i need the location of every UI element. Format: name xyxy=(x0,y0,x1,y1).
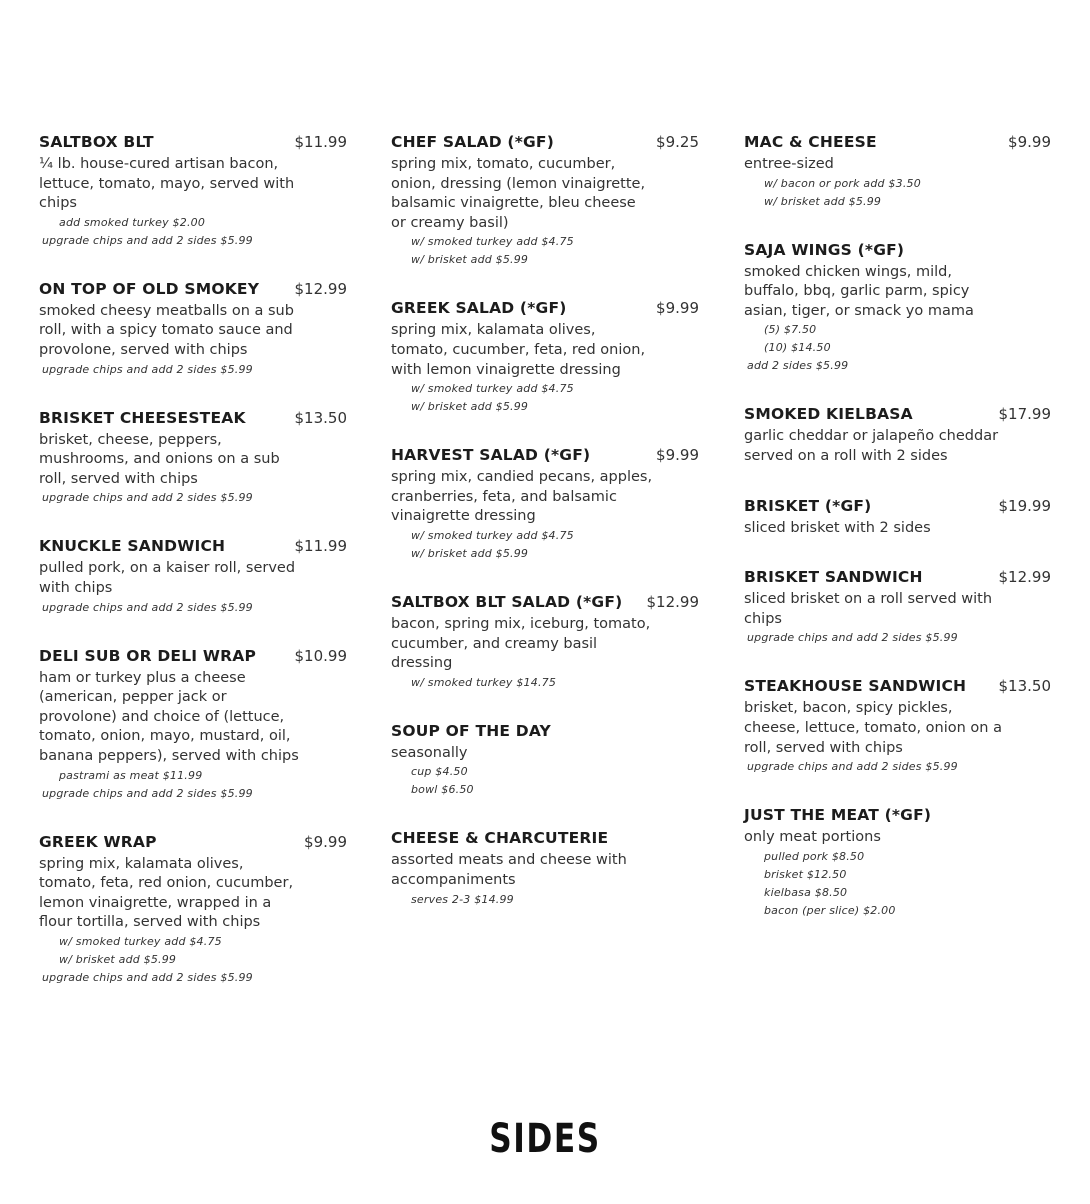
menu-item-option: serves 2-3 $14.99 xyxy=(411,892,514,906)
menu-item-option: w/ brisket add $5.99 xyxy=(411,546,529,560)
menu-item-header xyxy=(39,133,347,151)
menu-item-option: w/ smoked turkey add $4.75 xyxy=(411,528,574,542)
menu-item-price: $11.99 xyxy=(294,537,347,556)
menu-item-name: STEAKHOUSE SANDWICH xyxy=(744,677,967,696)
menu-item-price: $11.99 xyxy=(294,133,347,151)
menu-item xyxy=(391,829,699,908)
menu-item-price: $9.99 xyxy=(656,299,699,318)
menu-item-name: GREEK SALAD (*GF) xyxy=(391,299,567,318)
menu-item-option: bowl $6.50 xyxy=(411,783,474,797)
menu-item-option: add 2 sides $5.99 xyxy=(747,359,849,373)
menu-item-option: (5) $7.50 xyxy=(764,323,817,337)
menu-item-option: w/ brisket add $5.99 xyxy=(411,400,529,414)
menu-item-option: w/ brisket add $5.99 xyxy=(411,253,529,267)
menu-column-3 xyxy=(744,133,1051,950)
menu-item-option: w/ brisket add $5.99 xyxy=(59,952,177,966)
menu-item-price: $13.50 xyxy=(998,677,1051,696)
menu-column-2 xyxy=(391,133,699,939)
menu-item-name: DELI SUB OR DELI WRAP xyxy=(39,646,257,665)
menu-item-option: upgrade chips and add 2 sides $5.99 xyxy=(42,491,253,505)
menu-item-option: (10) $14.50 xyxy=(764,341,831,355)
menu-item-option: w/ bacon or pork add $3.50 xyxy=(764,176,921,190)
menu-item-description: ham or turkey plus a cheese (american, pepper jack or provolone) and choice of (lettuce, tomato, onion, mayo, mustard, oil, banana peppers), served with chips xyxy=(39,669,299,764)
menu-item-name: ON TOP OF OLD SMOKEY xyxy=(39,279,260,298)
menu-item-description: spring mix, candied pecans, apples, cranberries, feta, and balsamic vinaigrette dressing xyxy=(391,469,653,525)
menu-item-option: upgrade chips and add 2 sides $5.99 xyxy=(42,600,253,614)
menu-item xyxy=(391,722,699,800)
menu-item xyxy=(39,647,347,803)
menu-item-header xyxy=(39,833,347,851)
menu-item-description: pulled pork, on a kaiser roll, served with chips xyxy=(39,560,296,596)
menu-item-description: ¼ lb. house-cured artisan bacon, lettuce, tomato, mayo, served with chips xyxy=(39,156,295,212)
menu-item-option: w/ smoked turkey $14.75 xyxy=(411,675,557,689)
menu-item-option: upgrade chips and add 2 sides $5.99 xyxy=(42,786,253,800)
menu-item-description: spring mix, kalamata olives, tomato, cucumber, feta, red onion, with lemon vinaigrette dressing xyxy=(391,322,646,378)
menu-item-description: only meat portions xyxy=(744,829,881,846)
menu-item xyxy=(39,280,347,379)
menu-item-price: $13.50 xyxy=(294,408,347,427)
menu-item-name: SAJA WINGS (*GF) xyxy=(744,240,905,259)
menu-item-price: $12.99 xyxy=(646,592,699,611)
menu-item-name: BRISKET (*GF) xyxy=(744,496,872,515)
menu-item-option: pastrami as meat $11.99 xyxy=(59,768,203,782)
menu-item-description: sliced brisket on a roll served with chips xyxy=(744,591,993,627)
menu-item-description: spring mix, tomato, cucumber, onion, dressing (lemon vinaigrette, balsamic vinaigrette, bleu cheese or creamy basil) xyxy=(391,156,646,231)
menu-item xyxy=(391,133,699,269)
menu-column-1 xyxy=(39,133,347,1017)
menu-item-option: pulled pork $8.50 xyxy=(764,849,865,863)
menu-item-header xyxy=(391,133,699,151)
menu-item-name: GREEK WRAP xyxy=(39,832,157,851)
menu-item-price: $9.99 xyxy=(304,832,347,851)
menu-item-description: brisket, cheese, peppers, mushrooms, and onions on a sub roll, served with chips xyxy=(39,431,280,487)
menu-item-option: upgrade chips and add 2 sides $5.99 xyxy=(42,362,253,376)
menu-item-option: upgrade chips and add 2 sides $5.99 xyxy=(42,233,253,247)
menu-item xyxy=(391,593,699,692)
menu-item xyxy=(744,568,1051,647)
menu-item-description: spring mix, kalamata olives, tomato, feta, red onion, cucumber, lemon vinaigrette, wrapped in a flour tortilla, served with chips xyxy=(39,855,294,931)
menu-item-name: BRISKET SANDWICH xyxy=(744,568,923,587)
menu-item-header xyxy=(391,446,699,464)
menu-item-price: $12.99 xyxy=(294,279,347,298)
menu-item-header xyxy=(391,299,699,317)
menu-item-header xyxy=(744,677,1051,695)
menu-item-price: $9.99 xyxy=(1008,133,1051,151)
menu-item-name: JUST THE MEAT (*GF) xyxy=(744,806,932,825)
menu-item-header xyxy=(744,241,1051,259)
menu-item-name: CHEF SALAD (*GF) xyxy=(391,133,554,151)
menu-item-header xyxy=(391,593,699,611)
menu-item xyxy=(39,133,347,250)
menu-item-name: SOUP OF THE DAY xyxy=(391,721,551,740)
menu-item-description: assorted meats and cheese with accompaniments xyxy=(391,852,627,888)
menu-item-option: brisket $12.50 xyxy=(764,867,847,881)
menu-item xyxy=(744,806,1051,920)
menu-item-name: HARVEST SALAD (*GF) xyxy=(391,446,591,465)
menu-item-price: $12.99 xyxy=(998,568,1051,587)
menu-item xyxy=(391,299,699,416)
menu-item-header xyxy=(39,647,347,665)
menu-item-header xyxy=(39,537,347,555)
menu-item-header xyxy=(744,405,1051,423)
menu-item-header xyxy=(744,806,1051,824)
menu-item-price: $9.25 xyxy=(656,133,699,151)
menu-item xyxy=(744,677,1051,776)
menu-item-name: SALTBOX BLT xyxy=(39,133,154,151)
menu-item-name: SALTBOX BLT SALAD (*GF) xyxy=(391,592,623,611)
menu-item xyxy=(744,133,1051,211)
menu-item-option: cup $4.50 xyxy=(411,765,468,779)
menu-item xyxy=(39,833,347,987)
menu-item-description: bacon, spring mix, iceburg, tomato, cucumber, and creamy basil dressing xyxy=(391,615,651,672)
menu-item-option: upgrade chips and add 2 sides $5.99 xyxy=(747,631,958,645)
menu-item-name: KNUCKLE SANDWICH xyxy=(39,537,226,556)
menu-item-description: sliced brisket with 2 sides xyxy=(744,519,931,536)
menu-item-header xyxy=(39,409,347,427)
menu-item-header xyxy=(39,280,347,298)
menu-item-option: w/ smoked turkey add $4.75 xyxy=(411,382,574,396)
menu-item-option: w/ smoked turkey add $4.75 xyxy=(411,235,574,249)
menu-item-option: upgrade chips and add 2 sides $5.99 xyxy=(747,760,958,774)
menu-item-header xyxy=(744,497,1051,515)
menu-item-price: $9.99 xyxy=(656,446,699,465)
menu-item-name: BRISKET CHEESESTEAK xyxy=(39,408,246,427)
menu-item-price: $17.99 xyxy=(998,405,1051,424)
menu-item-header xyxy=(744,133,1051,151)
menu-item xyxy=(391,446,699,563)
menu-item-option: kielbasa $8.50 xyxy=(764,885,848,899)
menu-item-name: SMOKED KIELBASA xyxy=(744,405,913,424)
menu-item xyxy=(39,537,347,616)
menu-item-option: add smoked turkey $2.00 xyxy=(59,215,206,229)
menu-item-description: smoked cheesy meatballs on a sub roll, with a spicy tomato sauce and provolone, served with chips xyxy=(39,302,294,358)
menu-item xyxy=(744,405,1051,466)
menu-item-header xyxy=(391,829,699,847)
menu-item-header xyxy=(391,722,699,740)
menu-item-option: upgrade chips and add 2 sides $5.99 xyxy=(42,970,253,984)
menu-item-description: seasonally xyxy=(391,744,468,761)
menu-item-price: $10.99 xyxy=(294,646,347,665)
menu-item-description: brisket, bacon, spicy pickles, cheese, lettuce, tomato, onion on a roll, served with chips xyxy=(744,700,1002,756)
menu-item-name: CHEESE & CHARCUTERIE xyxy=(391,829,609,848)
menu-item-description: entree-sized xyxy=(744,156,834,172)
menu-item-option: w/ brisket add $5.99 xyxy=(764,194,882,208)
menu-item-description: garlic cheddar or jalapeño cheddar served on a roll with 2 sides xyxy=(744,428,999,464)
section-title-sides: SIDES xyxy=(489,1116,601,1162)
menu-item xyxy=(744,241,1051,376)
menu-item xyxy=(744,497,1051,539)
menu-item-option: w/ smoked turkey add $4.75 xyxy=(59,934,222,948)
menu-item-name: MAC & CHEESE xyxy=(744,133,877,151)
menu-item-option: bacon (per slice) $2.00 xyxy=(764,903,896,917)
menu-item-description: smoked chicken wings, mild, buffalo, bbq, garlic parm, spicy asian, tiger, or smack yo mama xyxy=(744,263,974,319)
menu-item-price: $19.99 xyxy=(998,496,1051,515)
menu-item-header xyxy=(744,568,1051,586)
menu-item xyxy=(39,409,347,508)
